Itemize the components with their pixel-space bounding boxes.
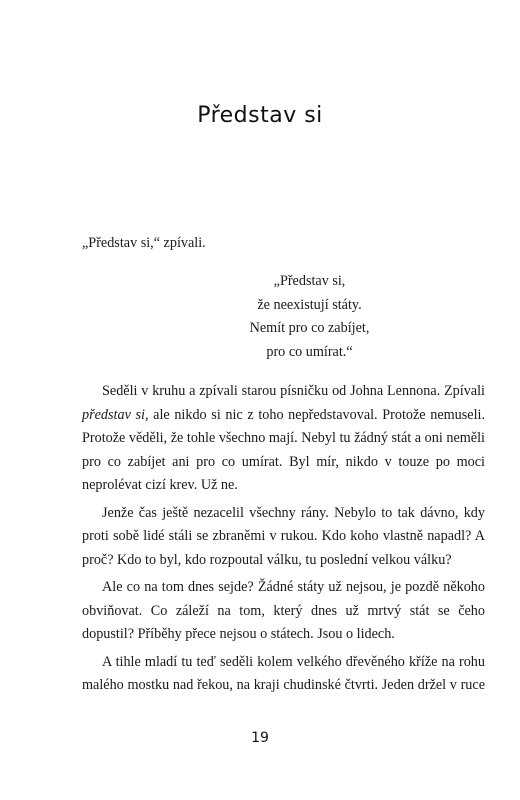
page-number: 19 [251, 730, 269, 746]
paragraph-text: , ale nikdo si nic z toho nepředstavoval. Protože nemuseli. Protože věděli, že tohle všechno mají. Nebyl tu žádný stát a oni neměli pro co zabíjet ani pro co umírat. Byl mír, nikdo v touze po moci neprolévat cizí krev. Už ne. [82, 406, 485, 493]
paragraph-text: Seděli v kruhu a zpívali starou písničku od Johna Lennona. Zpívali [102, 383, 485, 399]
paragraph: A tihle mladí tu teď seděli kolem velkého dřevěného kříže na rohu malého mostku nad řekou, na kraji chudinské čtvrti. Jeden držel v ruce [82, 653, 485, 693]
chapter-title: Představ si [197, 103, 323, 128]
italic-phrase: představ si [82, 406, 145, 423]
intro-line: „Představ si,“ zpívali. [82, 235, 206, 251]
body-text [82, 380, 485, 698]
paragraph [82, 380, 485, 498]
poem-quote [82, 270, 485, 364]
paragraph: Ale co na tom dnes sejde? Žádné státy už nejsou, je pozdě někoho obviňovat. Co záleží na tom, který dnes už mrtvý stát se čeho dopustil? Příběhy přece nejsou o státech. Jsou o lidech. [82, 579, 485, 642]
poem-line: „Představ si, [273, 273, 346, 289]
poem-line: pro co umírat.“ [266, 343, 353, 360]
poem-line: Nemít pro co zabíjet, [249, 320, 370, 336]
poem-line: že neexistují státy. [257, 296, 362, 313]
paragraph: Jenže čas ještě nezacelil všechny rány. Nebylo to tak dávno, kdy proti sobě lidé stáli se zbraněmi v rukou. Kdo koho vlastně napadl? A proč? Kdo to byl, kdo rozpoutal válku, tu poslední velkou válku? [82, 504, 485, 568]
